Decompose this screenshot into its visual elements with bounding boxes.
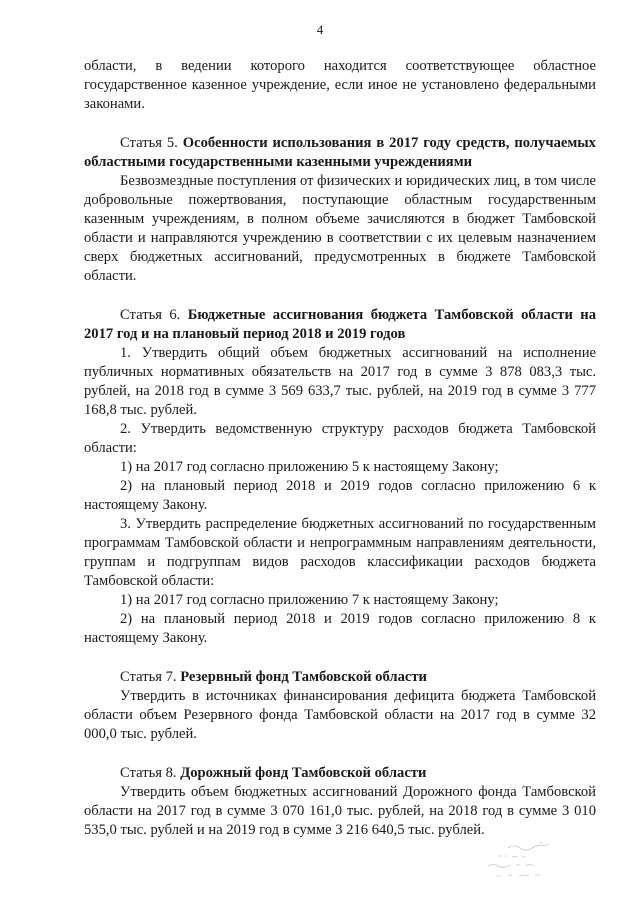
article-5-paragraph: Безвозмездные поступления от физических и юридических лиц, в том числе добровольные пожертвования, поступающие областным государственным казенным учреждениям, в полном объеме зачисляются в бюджет Тамбовской области и направляются учреждению в соответствии с их целевым назначением сверх бюджетных ассигнований, предусмотренных в бюджете Тамбовской области.: [84, 173, 596, 284]
article-7-title: Резервный фонд Тамбовской области: [180, 669, 427, 685]
article-6-paragraph: 2) на плановый период 2018 и 2019 годов согласно приложению 8 к настоящему Закону.: [84, 611, 596, 646]
article-8-label: Статья 8.: [120, 765, 177, 781]
article-6-paragraph: 3. Утвердить распределение бюджетных ассигнований по государственным программам Тамбовской области и непрограммным направлениям деятельности, группам и подгруппам видов расходов классификации расходов бюджета Тамбовской области:: [84, 516, 596, 589]
article-6-paragraph: 1. Утвердить общий объем бюджетных ассигнований на исполнение публичных нормативных обязательств на 2017 год в сумме 3 878 083,3 тыс. рублей, на 2018 год в сумме 3 569 633,7 тыс. рублей, на 2019 год в сумме 3 777 168,8 тыс. рублей.: [84, 345, 596, 418]
article-7-label: Статья 7.: [120, 669, 177, 685]
article-6-label: Статья 6.: [120, 307, 181, 323]
article-6: [84, 306, 596, 648]
article-5: [84, 134, 596, 286]
article-6-paragraph: 1) на 2017 год согласно приложению 7 к настоящему Закону;: [120, 592, 499, 608]
article-7-paragraph: Утвердить в источниках финансирования дефицита бюджета Тамбовской области объем Резервного фонда Тамбовской области на 2017 год в сумме 32 000,0 тыс. рублей.: [84, 688, 596, 742]
article-8: [84, 764, 596, 840]
article-6-title: Бюджетные ассигнования бюджета Тамбовской области на 2017 год и на плановый период 2018 и 2019 годов: [84, 307, 596, 342]
article-8-title: Дорожный фонд Тамбовской области: [180, 765, 427, 781]
faint-stamp-marks: [478, 838, 588, 886]
document-body: [84, 57, 596, 840]
article-8-paragraph: Утвердить объем бюджетных ассигнований Дорожного фонда Тамбовской области на 2017 год в сумме 3 070 161,0 тыс. рублей, на 2018 год в сумме 3 010 535,0 тыс. рублей и на 2019 год в сумме 3 216 640,5 тыс. рублей.: [84, 784, 596, 838]
article-7-heading: [84, 668, 596, 687]
article-6-heading: [84, 306, 596, 344]
page-number: 4: [316, 22, 324, 37]
article-5-title: Особенности использования в 2017 году средств, получаемых областными государственными казенными учреждениями: [84, 135, 596, 170]
article-5-label: Статья 5.: [120, 135, 178, 151]
article-7: [84, 668, 596, 744]
article-6-paragraph: 2) на плановый период 2018 и 2019 годов согласно приложению 6 к настоящему Закону.: [84, 478, 596, 513]
article-6-paragraph: 2. Утвердить ведомственную структуру расходов бюджета Тамбовской области:: [84, 421, 596, 456]
article-5-heading: [84, 134, 596, 172]
article-8-heading: [84, 764, 596, 783]
intro-paragraph: области, в ведении которого находится соответствующее областное государственное казенное учреждение, если иное не установлено федеральными законами.: [84, 58, 596, 112]
article-6-paragraph: 1) на 2017 год согласно приложению 5 к настоящему Закону;: [120, 459, 499, 475]
